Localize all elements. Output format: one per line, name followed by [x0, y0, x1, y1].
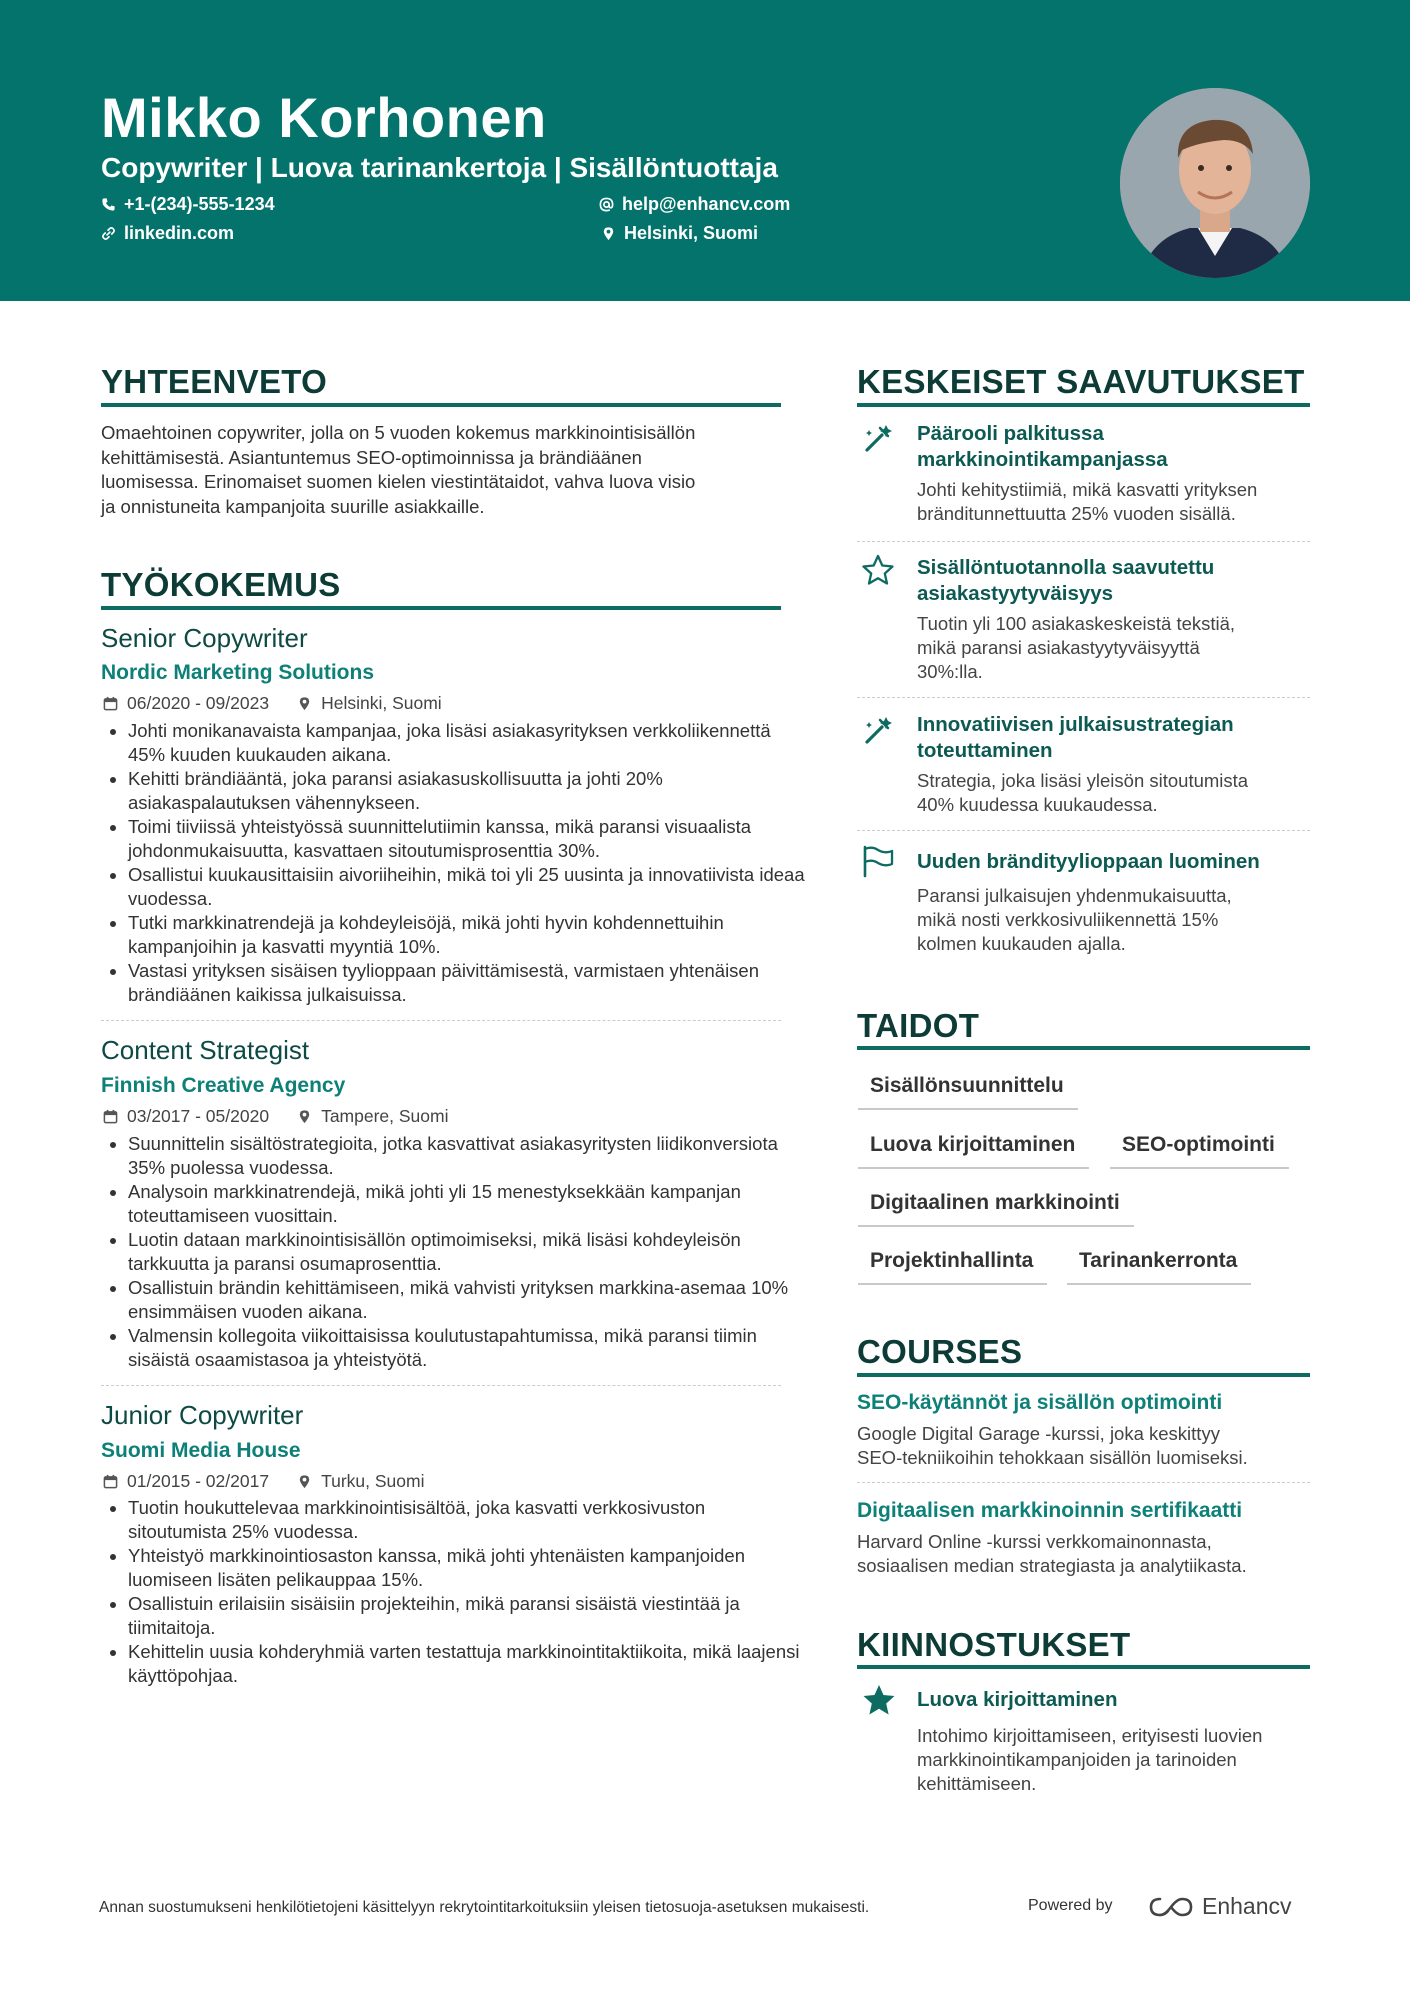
phone-contact[interactable] — [101, 192, 275, 216]
achievement-title: Innovatiivisen julkaisustrategian toteuttaminen — [917, 713, 1234, 762]
at-icon — [599, 197, 614, 212]
email-text: help@enhancv.com — [622, 194, 791, 214]
location-contact — [601, 221, 758, 245]
job-location: Tampere, Suomi — [321, 1106, 449, 1126]
email-contact[interactable] — [599, 192, 790, 216]
achievements-heading: KESKEISET SAAVUTUKSET — [857, 363, 1305, 400]
skill-tag: Digitaalinen markkinointi — [858, 1189, 1134, 1227]
skill-tag: Tarinankerronta — [1067, 1247, 1251, 1285]
job-separator — [101, 1020, 781, 1021]
gdpr-consent-text: Annan suostumukseni henkilötietojeni käsittelyyn rekrytointitarkoituksiin yleisen tietosuoja-asetuksen mukaisesti. — [99, 1899, 870, 1916]
skill-tag: Luova kirjoittaminen — [858, 1131, 1089, 1169]
star-filled-icon — [861, 1683, 897, 1719]
job-bullet: • Tutki markkinatrendejä ja kohdeyleisöjä, mikä johti hyvin kohdennettuihin kampanjoihin ja kasvatti myyntiä 10%. — [128, 911, 808, 959]
job-dates: 06/2020 - 09/2023 — [127, 693, 270, 713]
achievement-separator — [857, 697, 1310, 698]
achievement-title: Sisällöntuotannolla saavutettu asiakastyytyväisyys — [917, 556, 1215, 605]
job-bullet: • Toimi tiiviissä yhteistyössä suunnittelutiimin kanssa, mikä paransi visuaalista johdonmukaisuutta, kasvattaen sitoutumisprosenttia 30%. — [128, 815, 808, 863]
achievement-description: Strategia, joka lisäsi yleisön sitoutumista 40% kuudessa kuukaudessa. — [917, 770, 1249, 815]
achievement-description: Johti kehitystiimiä, mikä kasvatti yrityksen bränditunnettuutta 25% vuoden sisällä. — [917, 479, 1258, 524]
enhancv-logo[interactable] — [1148, 1893, 1292, 1920]
job-meta — [103, 1105, 449, 1127]
job-bullets — [101, 1496, 808, 1688]
interests-heading: KIINNOSTUKSET — [857, 1626, 1131, 1663]
brand-name: Enhancv — [1202, 1893, 1292, 1919]
course-description: Google Digital Garage -kurssi, joka keskittyy SEO-tekniikoihin tehokkaan sisällön luomiseksi. — [857, 1423, 1248, 1468]
skills-heading: TAIDOT — [857, 1007, 980, 1044]
summary-line: Omaehtoinen copywriter, jolla on 5 vuoden kokemus markkinointisisällön — [101, 422, 696, 443]
company-name: Suomi Media House — [101, 1439, 301, 1462]
job-location: Turku, Suomi — [321, 1471, 425, 1491]
job-bullet: • Johti monikanavaista kampanjaa, joka lisäsi asiakasyrityksen verkkoliikennettä 45% kuuden kuukauden aikana. — [128, 719, 808, 767]
job-bullet: • Kehittelin uusia kohderyhmiä varten testattuja markkinointitaktiikoita, mikä laajensi käyttöpohjaa. — [128, 1640, 808, 1688]
company-name: Finnish Creative Agency — [101, 1074, 346, 1097]
job-dates: 03/2017 - 05/2020 — [127, 1106, 270, 1126]
job-bullet: • Vastasi yrityksen sisäisen tyylioppaan päivittämisestä, varmistaen yhtenäisen brändiäänen kaikissa julkaisuissa. — [128, 959, 808, 1007]
course-title: SEO-käytännöt ja sisällön optimointi — [857, 1391, 1223, 1414]
skill-tag: Projektinhallinta — [858, 1247, 1047, 1285]
job-title: Junior Copywriter — [101, 1400, 304, 1430]
company-name: Nordic Marketing Solutions — [101, 661, 375, 684]
linkedin-text: linkedin.com — [124, 223, 235, 243]
job-separator — [101, 1385, 781, 1386]
job-dates: 01/2015 - 02/2017 — [127, 1471, 270, 1491]
interest-description: Intohimo kirjoittamiseen, erityisesti luovien markkinointikampanjoiden ja tarinoiden kehittämiseen. — [917, 1725, 1263, 1794]
summary-divider — [101, 403, 781, 407]
summary-line: luomisessa. Erinomaiset suomen kielen viestintätaidot, vahva luova visio — [101, 471, 696, 492]
course-separator — [857, 1482, 1310, 1483]
courses-heading: COURSES — [857, 1333, 1023, 1370]
job-bullet: • Kehitti brändiääntä, joka paransi asiakasuskollisuutta ja johti 20% asiakaspalautuksen vähennykseen. — [128, 767, 808, 815]
achievement-description: Paransi julkaisujen yhdenmukaisuutta, mikä nosti verkkosivuliikennettä 15% kolmen kuukauden ajalla. — [917, 885, 1232, 954]
skill-tag: SEO-optimointi — [1110, 1131, 1289, 1169]
achievements-divider — [857, 403, 1310, 407]
job-bullet: • Osallistuin erilaisiin sisäisiin projekteihin, mikä paransi sisäistä viestintää ja tiimitaitoja. — [128, 1592, 808, 1640]
location-text: Helsinki, Suomi — [624, 223, 759, 243]
achievement-separator — [857, 541, 1310, 542]
profile-portrait-icon — [1120, 88, 1310, 278]
course-description: Harvard Online -kurssi verkkomainonnasta, sosiaalisen median strategiasta ja analytiikasta. — [857, 1531, 1247, 1576]
courses-divider — [857, 1373, 1310, 1377]
headline: Copywriter | Luova tarinankertoja | Sisällöntuottaja — [101, 152, 778, 183]
skill-tag: Sisällönsuunnittelu — [858, 1072, 1078, 1110]
magic-wand-icon — [860, 712, 896, 748]
achievement-title: Päärooli palkitussa markkinointikampanjassa — [917, 422, 1168, 471]
profile-photo — [1120, 88, 1310, 278]
magic-wand-icon — [860, 420, 896, 456]
job-bullet: • Luotin dataan markkinointisisällön optimoimiseksi, mikä lisäsi kohdeyleisön tarkkuutta ja paransi osumaprosenttia. — [128, 1228, 808, 1276]
interest-title: Luova kirjoittaminen — [917, 1688, 1118, 1711]
skills-divider — [857, 1046, 1310, 1050]
job-bullet: • Suunnittelin sisältöstrategioita, jotka kasvattivat asiakasyritysten liidikonversiota 35% puolessa vuodessa. — [128, 1132, 808, 1180]
job-bullets — [101, 1132, 808, 1372]
flag-icon — [860, 843, 896, 879]
job-title: Senior Copywriter — [101, 623, 308, 653]
location-pin-icon — [297, 1474, 312, 1489]
calendar-icon — [103, 696, 118, 711]
job-bullet: • Yhteistyö markkinointiosaston kanssa, mikä johti yhtenäisten kampanjoiden luomiseen lisäten pelikauppaa 15%. — [128, 1544, 808, 1592]
job-title: Content Strategist — [101, 1035, 310, 1065]
achievement-separator — [857, 830, 1310, 831]
calendar-icon — [103, 1474, 118, 1489]
location-pin-icon — [297, 1109, 312, 1124]
job-bullets — [101, 719, 808, 1007]
course-title: Digitaalisen markkinoinnin sertifikaatti — [857, 1499, 1243, 1522]
summary-line: kehittämisestä. Asiantuntemus SEO-optimoinnissa ja brändiäänen — [101, 446, 642, 468]
experience-heading: TYÖKOKEMUS — [101, 566, 341, 603]
summary-text — [101, 421, 791, 519]
job-meta — [103, 692, 442, 714]
job-bullet: • Osallistui kuukausittaisiin aivoriiheihin, mikä toi yli 25 uusinta ja innovatiivista ideaa vuodessa. — [128, 863, 808, 911]
star-outline-icon — [860, 553, 896, 589]
calendar-icon — [103, 1109, 118, 1124]
phone-text: +1-(234)-555-1234 — [124, 194, 275, 214]
summary-heading: YHTEENVETO — [101, 363, 328, 400]
interests-divider — [857, 1665, 1310, 1669]
linkedin-contact[interactable] — [101, 221, 234, 245]
job-bullet: • Osallistuin brändin kehittämiseen, mikä vahvisti yrityksen markkina-asemaa 10% ensimmäisen vuoden aikana. — [128, 1276, 808, 1324]
enhancv-logo-icon — [1148, 1895, 1194, 1919]
location-pin-icon — [297, 696, 312, 711]
resume-header — [0, 0, 1410, 301]
job-bullet: • Analysoin markkinatrendejä, mikä johti yli 15 menestyksekkään kampanjan toteuttamiseen vuosittain. — [128, 1180, 808, 1228]
link-icon — [101, 226, 116, 241]
achievement-description: Tuotin yli 100 asiakaskeskeistä tekstiä, mikä paransi asiakastyytyväisyyttä 30%:lla. — [917, 613, 1236, 682]
job-bullet: • Valmensin kollegoita viikoittaisissa koulutustapahtumissa, mikä paransi tiimin sisäistä osaamistasoa ja yhteistyötä. — [128, 1324, 808, 1372]
summary-line: ja onnistuneita kampanjoita suurille asiakkaille. — [101, 495, 485, 517]
powered-by-label: Powered by — [1028, 1897, 1113, 1914]
achievement-title: Uuden brändityylioppaan luominen — [917, 850, 1260, 873]
phone-icon — [101, 197, 116, 212]
experience-divider — [101, 606, 781, 610]
job-bullet: • Tuotin houkuttelevaa markkinointisisältöä, joka kasvatti verkkosivuston sitoutumista 25% vuodessa. — [128, 1496, 808, 1544]
job-location: Helsinki, Suomi — [321, 693, 442, 713]
candidate-name: Mikko Korhonen — [101, 86, 547, 149]
location-pin-icon — [601, 226, 616, 241]
job-meta — [103, 1470, 425, 1492]
